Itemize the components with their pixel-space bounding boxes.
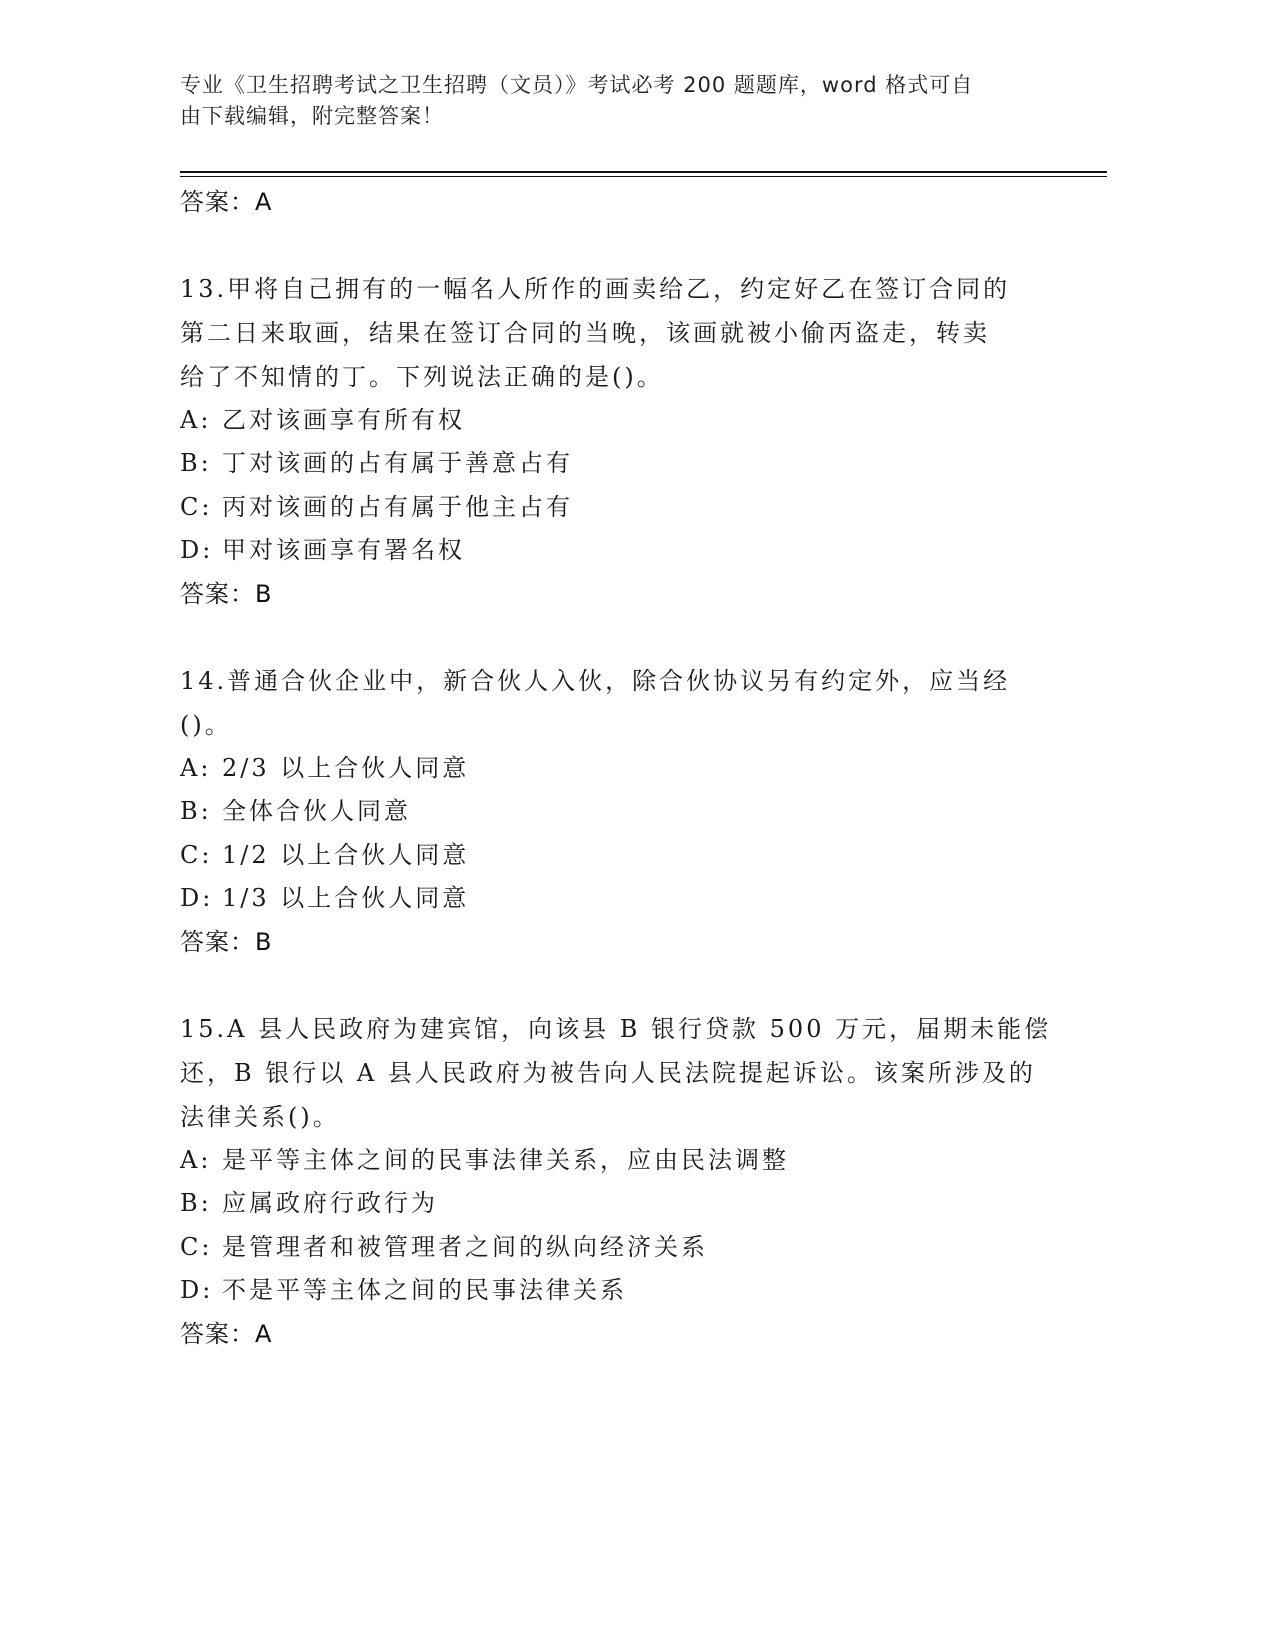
answer: 答案：A [180, 1320, 273, 1348]
option-label: C: [180, 1233, 213, 1261]
option-label: D: [180, 536, 214, 564]
option-text: 是平等主体之间的民事法律关系，应由民法调整 [222, 1146, 789, 1174]
option-d [180, 528, 465, 572]
option-label: D: [180, 1276, 214, 1304]
option-d [180, 876, 469, 920]
option-label: C: [180, 841, 213, 869]
question-line: 14.普通合伙企业中，新合伙人入伙，除合伙协议另有约定外，应当经 [180, 667, 1011, 695]
option-c [180, 833, 469, 877]
option-text: 丁对该画的占有属于善意占有 [222, 449, 573, 477]
option-label: A: [180, 406, 212, 434]
header-rule-thin [180, 176, 1107, 177]
option-d [180, 1268, 627, 1312]
option-text: 是管理者和被管理者之间的纵向经济关系 [222, 1233, 708, 1261]
option-text: 不是平等主体之间的民事法律关系 [222, 1276, 627, 1304]
question-line: 13.甲将自己拥有的一幅名人所作的画卖给乙，约定好乙在签订合同的 [180, 275, 1011, 303]
option-a [180, 746, 469, 790]
option-c [180, 1225, 708, 1269]
answer: 答案：B [180, 928, 273, 956]
answer-prev: 答案：A [180, 188, 273, 216]
question-line: ()。 [180, 711, 232, 739]
option-label: D: [180, 884, 214, 912]
option-label: A: [180, 1146, 212, 1174]
option-text: 2/3 以上合伙人同意 [222, 754, 470, 782]
question-line: 第二日来取画，结果在签订合同的当晚，该画就被小偷丙盗走，转卖 [180, 319, 990, 347]
option-label: B: [180, 449, 212, 477]
option-b [180, 441, 573, 485]
question-line: 15.A 县人民政府为建宾馆，向该县 B 银行贷款 500 万元，届期未能偿 [180, 1015, 1052, 1043]
option-text: 应属政府行政行为 [222, 1189, 438, 1217]
header-title-line-2: 由下载编辑，附完整答案！ [180, 104, 444, 128]
option-text: 1/2 以上合伙人同意 [222, 841, 470, 869]
option-label: B: [180, 797, 212, 825]
option-b [180, 789, 411, 833]
option-text: 乙对该画享有所有权 [222, 406, 465, 434]
answer: 答案：B [180, 580, 273, 608]
option-a [180, 1138, 789, 1182]
question-line: 法律关系()。 [180, 1103, 340, 1131]
option-label: C: [180, 493, 213, 521]
header-title-line-1: 专业《卫生招聘考试之卫生招聘（文员）》考试必考 200 题题库，word 格式可自 [180, 73, 974, 97]
option-text: 全体合伙人同意 [222, 797, 411, 825]
question-line: 给了不知情的丁。下列说法正确的是()。 [180, 363, 664, 391]
option-label: A: [180, 754, 212, 782]
document-header [180, 70, 1040, 132]
header-rule-thick [180, 171, 1107, 173]
option-c [180, 485, 573, 529]
option-text: 1/3 以上合伙人同意 [222, 884, 470, 912]
option-text: 丙对该画的占有属于他主占有 [222, 493, 573, 521]
option-b [180, 1181, 438, 1225]
option-a [180, 398, 465, 442]
question-line: 还，B 银行以 A 县人民政府为被告向人民法院提起诉讼。该案所涉及的 [180, 1059, 1036, 1087]
option-text: 甲对该画享有署名权 [222, 536, 465, 564]
option-label: B: [180, 1189, 212, 1217]
